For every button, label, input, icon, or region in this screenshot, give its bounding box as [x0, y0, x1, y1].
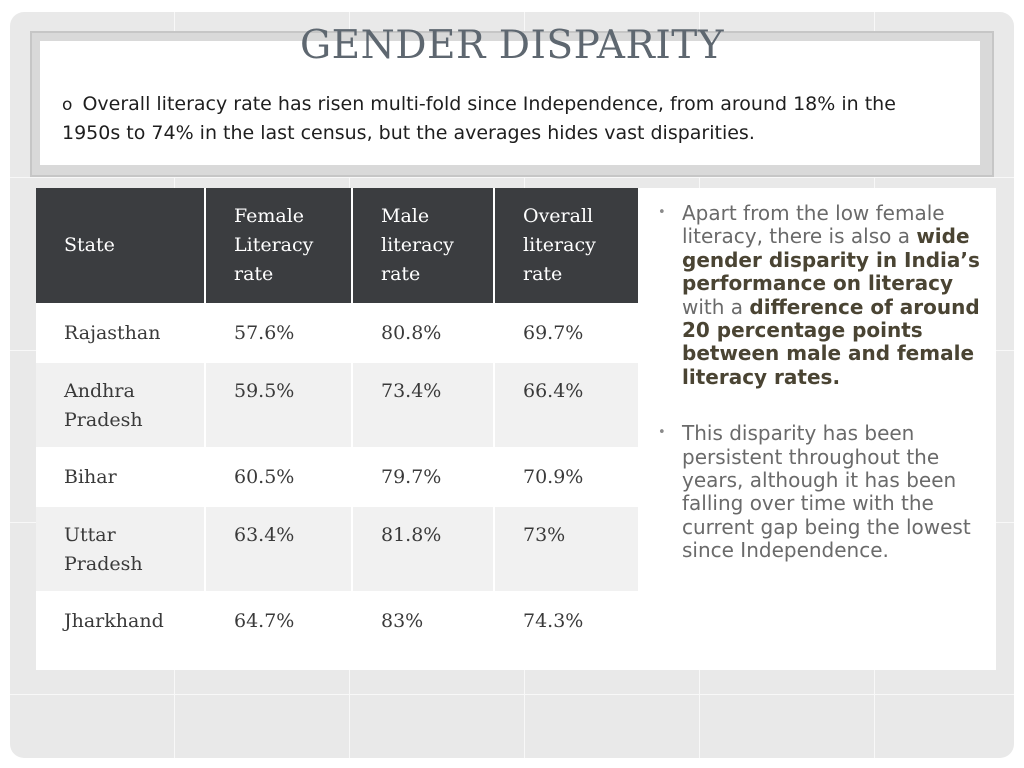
table-cell-female: 57.6%	[205, 304, 352, 362]
table-header-female: Female Literacy rate	[205, 188, 352, 304]
table-cell-state: Rajasthan	[36, 304, 205, 362]
table-cell-male: 80.8%	[352, 304, 494, 362]
grid-line	[10, 694, 1014, 695]
table-cell-overall: 70.9%	[494, 448, 638, 506]
intro-paragraph	[62, 91, 922, 147]
bullet-emphasis: wide gender disparity in India’s performance on literacy	[682, 224, 980, 296]
table-cell-female: 60.5%	[205, 448, 352, 506]
table-cell-overall: 66.4%	[494, 362, 638, 448]
table-cell-state: Bihar	[36, 448, 205, 506]
intro-text: Overall literacy rate has risen multi-fold since Independence, from around 18% in the 1950s to 74% in the last census, but the averages hides vast disparities.	[62, 93, 896, 144]
table-cell-male: 83%	[352, 592, 494, 649]
bullet-dot-icon: •	[658, 425, 666, 441]
table-row	[36, 448, 638, 506]
bullet-text: with a	[682, 294, 750, 319]
table-row	[36, 506, 638, 592]
table-cell-male: 79.7%	[352, 448, 494, 506]
bullet-list	[656, 202, 992, 596]
bullet-item-persistence	[656, 422, 992, 562]
content-panel	[36, 188, 996, 670]
table-header-state: State	[36, 188, 205, 304]
table-cell-female: 64.7%	[205, 592, 352, 649]
grid-line	[10, 177, 1014, 178]
table-row	[36, 592, 638, 649]
intro-bullet-icon: o	[62, 95, 73, 115]
table-header-overall: Overall literacy rate	[494, 188, 638, 304]
table-cell-state: Uttar Pradesh	[36, 506, 205, 592]
bullet-emphasis: difference of around 20 percentage points between male and female literacy rates.	[682, 294, 980, 389]
table-cell-overall: 73%	[494, 506, 638, 592]
bullet-text: This disparity has been persistent throughout the years, although it has been falling over time with the current gap being the lowest since Independence.	[682, 421, 971, 563]
table-header-row	[36, 188, 638, 304]
table-cell-state: Andhra Pradesh	[36, 362, 205, 448]
table-header-male: Male literacy rate	[352, 188, 494, 304]
table-cell-state: Jharkhand	[36, 592, 205, 649]
table-cell-overall: 74.3%	[494, 592, 638, 649]
table-cell-male: 73.4%	[352, 362, 494, 448]
table-row	[36, 304, 638, 362]
literacy-table	[36, 188, 638, 649]
table-cell-female: 59.5%	[205, 362, 352, 448]
bullet-text: Apart from the low female literacy, there is also a	[682, 201, 945, 249]
bullet-item-gender-gap	[656, 202, 992, 389]
table-cell-overall: 69.7%	[494, 304, 638, 362]
slide-title: GENDER DISPARITY	[300, 23, 724, 68]
bullet-dot-icon: •	[658, 205, 666, 220]
table-row	[36, 362, 638, 448]
table-cell-male: 81.8%	[352, 506, 494, 592]
table-cell-female: 63.4%	[205, 506, 352, 592]
